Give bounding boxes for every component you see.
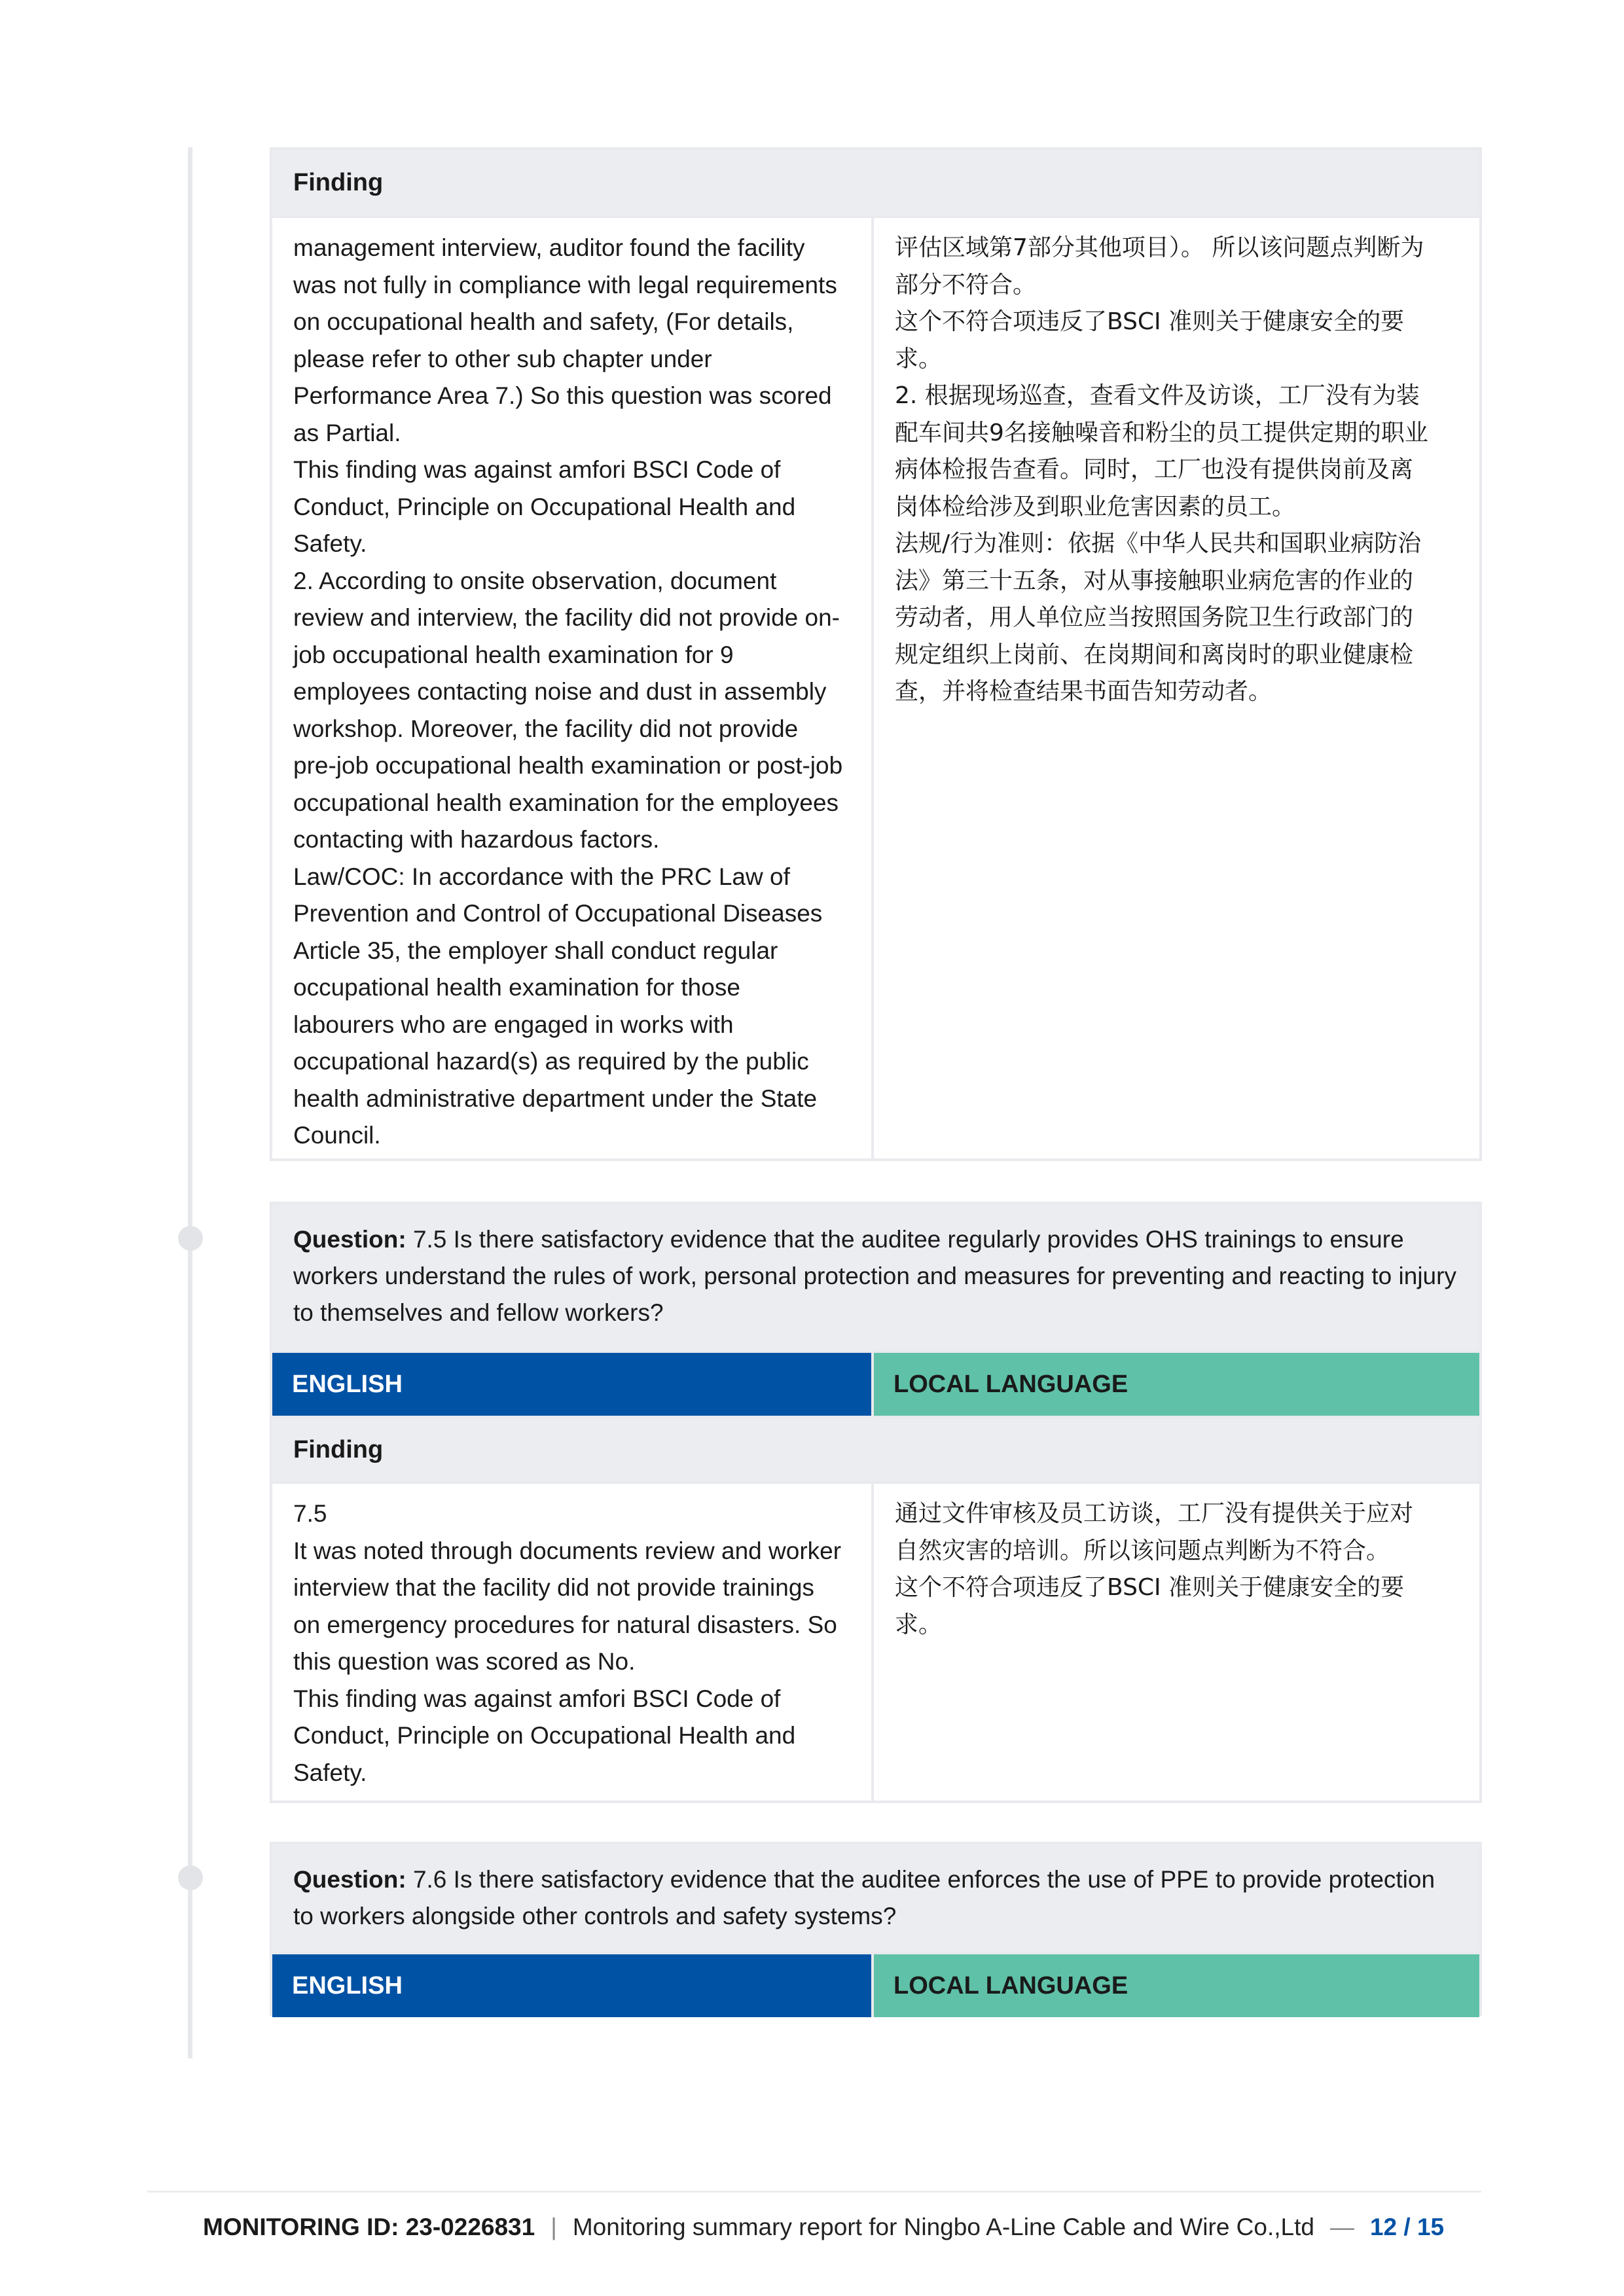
text-line: was not fully in compliance with legal requirements: [293, 271, 837, 298]
question-label: Question:: [293, 1866, 406, 1893]
finding-columns: [272, 1481, 1479, 1801]
text-line: 病体检报告查看。同时，工厂也没有提供岗前及离: [895, 456, 1414, 483]
text-line: Performance Area 7.) So this question was scored: [293, 382, 832, 409]
text-line: Article 35, the employer shall conduct regular: [293, 937, 778, 964]
text-line: contacting with hazardous factors.: [293, 826, 660, 853]
text-line: Prevention and Control of Occupational Diseases: [293, 900, 823, 927]
page-footer: [203, 2211, 1482, 2244]
page-number: 12 / 15: [1369, 2214, 1445, 2240]
finding-header: [272, 1416, 1479, 1481]
text-line: pre-job occupational health examination or post-job: [293, 752, 843, 779]
text-line: on emergency procedures for natural disasters. So: [293, 1611, 837, 1638]
text-line: labourers who are engaged in works with: [293, 1011, 734, 1038]
question-7-5: [272, 1204, 1479, 1350]
text-line: Conduct, Principle on Occupational Health and: [293, 1722, 796, 1749]
timeline-dot-7-5: [178, 1226, 203, 1251]
text-line: 通过文件审核及员工访谈，工厂没有提供关于应对: [895, 1500, 1414, 1527]
text-line: Safety.: [293, 1759, 367, 1786]
local-language-column-header: LOCAL LANGUAGE: [871, 1954, 1479, 2017]
text-line: job occupational health examination for 9: [293, 641, 734, 668]
question-block-7-5: [270, 1202, 1482, 1803]
text-line: 求。: [895, 1611, 943, 1638]
text-line: 这个不符合项违反了BSCI 准则关于健康安全的要: [895, 1574, 1405, 1601]
question-text: 7.6 Is there satisfactory evidence that the auditee enforces the use of PPE to provide protection to workers alongside other controls and safety systems?: [293, 1866, 1435, 1929]
finding-local-text: [871, 1484, 1479, 1801]
text-line: review and interview, the facility did not provide on-: [293, 604, 840, 631]
question-block-7-6: [270, 1842, 1482, 2016]
text-line: 2. According to onsite observation, document: [293, 567, 777, 594]
text-line: 配车间共9名接触噪音和粉尘的员工提供定期的职业: [895, 419, 1428, 446]
footer-divider: [147, 2191, 1481, 2193]
text-line: occupational hazard(s) as required by the public: [293, 1048, 809, 1075]
text-line: health administrative department under the State: [293, 1085, 818, 1112]
text-line: workshop. Moreover, the facility did not provide: [293, 715, 799, 742]
text-line: This finding was against amfori BSCI Code of: [293, 1685, 781, 1712]
language-header-bar: [272, 1350, 1479, 1416]
question-text: 7.5 Is there satisfactory evidence that the auditee regularly provides OHS trainings to ensure workers understand the rules of work, personal protection and measures for preventing and reacting to injury to themselves and fellow workers?: [293, 1226, 1456, 1326]
text-line: 法》第三十五条，对从事接触职业病危害的作业的: [895, 567, 1414, 594]
text-line: this question was scored as No.: [293, 1648, 636, 1675]
local-language-column-header: LOCAL LANGUAGE: [871, 1353, 1479, 1416]
text-line: It was noted through documents review and worker: [293, 1537, 842, 1564]
text-line: interview that the facility did not provide trainings: [293, 1574, 814, 1601]
english-column-header: ENGLISH: [272, 1954, 871, 2017]
timeline-dot-7-6: [178, 1865, 203, 1890]
finding-label: Finding: [293, 168, 384, 196]
language-header-bar: [272, 1952, 1479, 2017]
text-line: This finding was against amfori BSCI Code of: [293, 456, 781, 483]
text-line: 求。: [895, 345, 943, 372]
text-line: 法规/行为准则：依据《中华人民共和国职业病防治: [895, 530, 1422, 557]
text-line: occupational health examination for those: [293, 974, 740, 1001]
text-line: 劳动者，用人单位应当按照国务院卫生行政部门的: [895, 604, 1414, 631]
finding-english-text: [272, 1484, 871, 1801]
text-line: 这个不符合项违反了BSCI 准则关于健康安全的要: [895, 308, 1405, 335]
footer-dash: —: [1329, 2214, 1354, 2240]
question-7-6: [272, 1844, 1479, 1952]
english-column-header: ENGLISH: [272, 1353, 871, 1416]
finding-label: Finding: [293, 1435, 384, 1463]
text-line: 评估区域第7部分其他项目）。 所以该问题点判断为: [895, 234, 1424, 261]
finding-english-text: [272, 218, 871, 1161]
text-line: 查，并将检查结果书面告知劳动者。: [895, 678, 1272, 705]
text-line: employees contacting noise and dust in assembly: [293, 678, 827, 705]
text-line: 7.5: [293, 1500, 327, 1527]
report-title: Monitoring summary report for Ningbo A-Line Cable and Wire Co.,Ltd: [572, 2214, 1314, 2240]
text-line: Conduct, Principle on Occupational Health and: [293, 493, 796, 520]
finding-header: [272, 150, 1479, 215]
monitoring-id: MONITORING ID: 23-0226831: [203, 2214, 535, 2240]
text-line: management interview, auditor found the facility: [293, 234, 805, 261]
text-line: as Partial.: [293, 419, 401, 446]
finding-block-continued: [270, 147, 1482, 1161]
text-line: Law/COC: In accordance with the PRC Law of: [293, 863, 790, 890]
finding-local-text: [871, 218, 1479, 1161]
timeline-line: [188, 147, 192, 2058]
text-line: 部分不符合。: [895, 271, 1037, 298]
text-line: 自然灾害的培训。所以该问题点判断为不符合。: [895, 1537, 1390, 1564]
text-line: please refer to other sub chapter under: [293, 345, 712, 372]
text-line: 2. 根据现场巡查，查看文件及访谈，工厂没有为装: [895, 382, 1420, 409]
finding-columns: [272, 215, 1479, 1161]
text-line: 规定组织上岗前、在岗期间和离岗时的职业健康检: [895, 641, 1414, 668]
text-line: on occupational health and safety, (For details,: [293, 308, 794, 335]
question-label: Question:: [293, 1226, 406, 1253]
text-line: Council.: [293, 1122, 381, 1149]
text-line: Safety.: [293, 530, 367, 557]
footer-separator: |: [550, 2214, 557, 2240]
text-line: 岗体检给涉及到职业危害因素的员工。: [895, 493, 1296, 520]
text-line: occupational health examination for the employees: [293, 789, 839, 816]
